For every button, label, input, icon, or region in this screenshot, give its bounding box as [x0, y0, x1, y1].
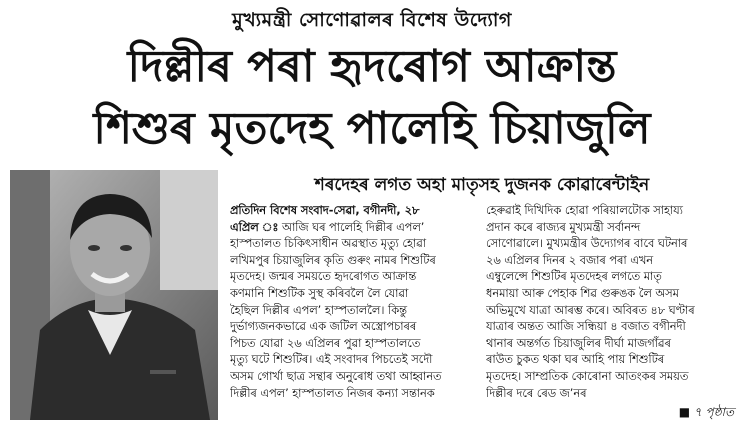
text-line: থানাৰ অন্তৰ্গত চিয়াজুলিৰ দীৰ্ঘা মাজগাঁৱৰ: [486, 336, 671, 350]
text-line: পিচত যোৱা ২৬ এপ্ৰিলৰ পুৱা হাস্পতালতে: [230, 336, 421, 350]
text-line: দিল্লীৰ এপল’ হাস্পতালত নিজৰ কন্যা সন্তানক: [230, 386, 435, 400]
continued-on-page[interactable]: ■ ৭ পৃষ্ঠাত: [678, 405, 734, 419]
article-column-2: [486, 203, 736, 402]
text-line: ২৬ এপ্ৰিলৰ দিনৰ ২ বজাৰ পৰা এখন: [486, 253, 653, 267]
text-line: এম্বুলেন্সে শিশুটিৰ মৃতদেহৰ লগতে মাতৃ: [486, 270, 662, 284]
text-line: মৃতদেহ। জন্মৰ সময়তে হৃদৰোগত আক্ৰান্ত: [230, 270, 417, 284]
text-line: যাত্ৰাৰ অন্তত আজি সন্ধিয়া ৪ বজাত বগীনদী: [486, 320, 686, 334]
article-column-1: [230, 203, 478, 402]
text-line: হেৰুৱাই দিখিদিক হোৱা পৰিয়ালটোক সাহায্য: [486, 204, 683, 217]
text-line: এপ্ৰিল ঃ আজি ঘৰ পালেহি দিল্লীৰ এপল’: [230, 220, 425, 234]
text-line: প্ৰতিদিন বিশেষ সংবাদ-সেৱা, বগীনদী, ২৮: [230, 204, 420, 217]
text-line: কণমানি শিশুটিক সুস্থ কৰিবলৈ লৈ যোৱা: [230, 286, 409, 300]
text-line: অভিমুখে যাত্ৰা আৰম্ভ কৰে। অবিৰত ৪৮ ঘণ্টাৰ: [486, 303, 695, 317]
text-line: প্ৰদান কৰে ৰাজ্যৰ মুখ্যমন্ত্ৰী সৰ্বানন্দ: [486, 220, 641, 234]
portrait-photo: [10, 170, 218, 420]
text-line: মৃত্যু ঘটে শিশুটিৰ। এই সংবাদৰ পিচতেই সদৌ: [230, 353, 433, 367]
text-line: দিল্লীৰ দৰে ৰেড জ’নৰ: [486, 386, 587, 400]
headline-line-1: দিল্লীৰ পৰা হৃদৰোগ আক্ৰান্ত: [127, 41, 617, 92]
headline-line-2: শিশুৰ মৃতদেহ পালেহি চিয়াজুলি: [93, 103, 651, 154]
text-line: ধনমায়া আৰু পেহাক শিৱ গুৰুঙক লৈ অসম: [486, 286, 679, 300]
text-line: হৈছিল দিল্লীৰ এপল’ হাস্পতাললৈ। কিন্তু: [230, 303, 407, 317]
text-line: ৰাউত চুকত থকা ঘৰ আহি পায় শিশুটিৰ: [486, 353, 665, 367]
text-line: মৃতদেহ। সাম্প্ৰতিক কোৰোনা আতংকৰ সময়ত: [486, 369, 689, 383]
news-photo: [10, 170, 218, 420]
text-line: অসম গোৰ্খা ছাত্ৰ সন্থাৰ অনুৰোধ তথা আহ্বানত: [230, 369, 442, 383]
kicker-line: মুখ্যমন্ত্ৰী সোণোৱালৰ বিশেষ উদ্যোগ: [232, 9, 512, 31]
text-line: সোণোৱালে। মুখ্যমন্ত্ৰীৰ উদ্যোগৰ বাবে ঘটনাৰ: [486, 237, 688, 251]
text-line: দুৰ্ভাগ্যজনকভাৱে এক জটিল অস্ত্ৰোপচাৰৰ: [230, 320, 417, 334]
text-line: লখিমপুৰ চিয়াজুলিৰ কৃতি গুৰুং নামৰ শিশুটিৰ: [230, 253, 436, 267]
subheadline: শৰদেহৰ লগত অহা মাতৃসহ দুজনক কোৱাৰেন্টাইন: [314, 175, 650, 195]
text-line: হাস্পতালত চিকিৎসাধীন অৱস্থাত মৃত্যু হোৱা: [230, 237, 427, 251]
